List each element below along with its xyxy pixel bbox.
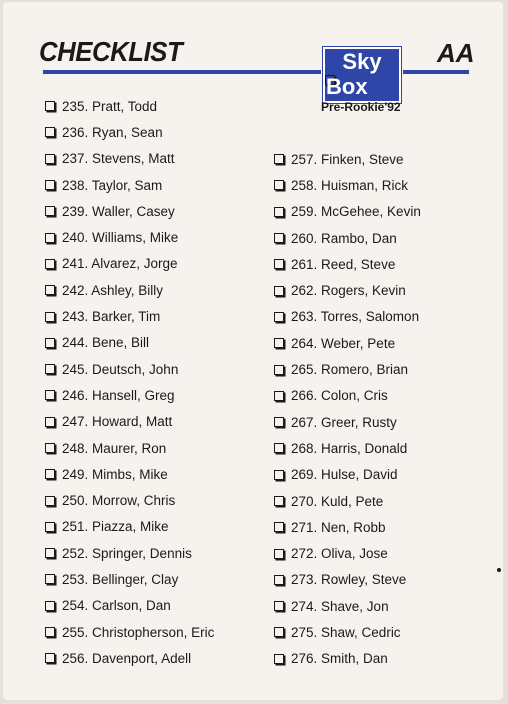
checklist-row [45, 251, 214, 277]
checklist-row [45, 566, 214, 592]
player-entry: 247. Howard, Matt [62, 414, 173, 430]
player-entry: 259. McGehee, Kevin [291, 204, 421, 220]
checkbox-icon[interactable] [45, 127, 55, 137]
level-label: AA [437, 38, 475, 68]
subtitle: Pre-Rookie'92 [321, 100, 401, 114]
player-entry: 239. Waller, Casey [62, 203, 175, 219]
checklist-row [45, 514, 214, 540]
checkbox-icon[interactable] [45, 312, 55, 322]
checkbox-icon[interactable] [45, 285, 55, 295]
print-dot [497, 568, 501, 572]
checklist-row [274, 330, 421, 356]
player-entry: 255. Christopherson, Eric [62, 624, 215, 640]
checklist-row [45, 119, 214, 145]
checkbox-icon[interactable] [274, 522, 284, 532]
checkbox-icon[interactable] [45, 522, 55, 532]
checklist-row [274, 277, 421, 303]
player-entry: 253. Bellinger, Clay [62, 571, 179, 587]
checkbox-icon[interactable] [45, 259, 55, 269]
checkbox-icon[interactable] [45, 154, 55, 164]
checklist-column-right [274, 146, 421, 672]
player-entry: 275. Shaw, Cedric [291, 624, 401, 640]
player-entry: 254. Carlson, Dan [62, 598, 171, 614]
player-entry: 264. Weber, Pete [291, 335, 396, 351]
player-entry: 250. Morrow, Chris [62, 493, 176, 509]
checkbox-icon[interactable] [274, 365, 284, 375]
player-entry: 248. Maurer, Ron [62, 440, 167, 456]
logo-box [323, 47, 401, 103]
checkbox-icon[interactable] [274, 180, 284, 190]
player-entry: 238. Taylor, Sam [62, 177, 163, 193]
checklist-row [45, 146, 214, 172]
player-entry: 258. Huisman, Rick [291, 177, 409, 193]
checklist-row [45, 540, 214, 566]
checkbox-icon[interactable] [45, 390, 55, 400]
checklist-row [45, 198, 214, 224]
checkbox-icon[interactable] [274, 601, 284, 611]
checkbox-icon[interactable] [45, 101, 55, 111]
player-entry: 263. Torres, Salomon [291, 309, 420, 325]
checkbox-icon[interactable] [274, 575, 284, 585]
checklist-row [45, 435, 214, 461]
checklist-card [3, 2, 503, 700]
checkbox-icon[interactable] [274, 627, 284, 637]
checklist-row [274, 462, 421, 488]
checkbox-icon[interactable] [45, 417, 55, 427]
checkbox-icon[interactable] [274, 338, 284, 348]
checklist-row [274, 488, 421, 514]
checkbox-icon[interactable] [45, 180, 55, 190]
logo-word-sky: Sky [342, 49, 382, 74]
player-entry: 242. Ashley, Billy [62, 282, 164, 298]
player-entry: 268. Harris, Donald [291, 440, 408, 456]
checklist-row [274, 383, 421, 409]
skybox-logo [321, 47, 399, 100]
checkbox-icon[interactable] [274, 443, 284, 453]
player-entry: 265. Romero, Brian [291, 362, 409, 378]
checkbox-icon[interactable] [274, 470, 284, 480]
player-entry: 240. Williams, Mike [62, 230, 179, 246]
checklist-row [45, 461, 214, 487]
player-entry: 260. Rambo, Dan [291, 230, 397, 246]
checklist-row [274, 304, 421, 330]
checklist-row [274, 646, 421, 672]
player-entry: 262. Rogers, Kevin [291, 283, 406, 299]
checklist-row [45, 382, 214, 408]
checkbox-icon[interactable] [45, 443, 55, 453]
checkbox-icon[interactable] [274, 154, 284, 164]
player-entry: 269. Hulse, David [291, 467, 398, 483]
player-entry: 249. Mimbs, Mike [62, 466, 168, 482]
player-entry: 256. Davenport, Adell [62, 650, 192, 666]
player-entry: 245. Deutsch, John [62, 361, 179, 377]
checklist-row [274, 172, 421, 198]
checkbox-icon[interactable] [274, 312, 284, 322]
checklist-row [45, 619, 214, 645]
checkbox-icon[interactable] [45, 338, 55, 348]
page-title: CHECKLIST [39, 36, 183, 67]
player-entry: 276. Smith, Dan [291, 651, 388, 667]
logo-word-box: Box [326, 74, 368, 99]
checklist-row [45, 277, 214, 303]
checklist-column-left [45, 93, 214, 672]
checklist-row [45, 330, 214, 356]
player-entry: 243. Barker, Tim [62, 309, 161, 325]
checkbox-icon[interactable] [274, 391, 284, 401]
checklist-row [45, 224, 214, 250]
checklist-row [274, 409, 421, 435]
checkbox-icon[interactable] [45, 206, 55, 216]
player-entry: 274. Shave, Jon [291, 598, 389, 614]
checkbox-icon[interactable] [274, 259, 284, 269]
checkbox-icon[interactable] [45, 574, 55, 584]
checklist-row [274, 567, 421, 593]
checklist-row [274, 251, 421, 277]
checkbox-icon[interactable] [274, 549, 284, 559]
checklist-row [274, 225, 421, 251]
checklist-row [45, 93, 214, 119]
checklist-row [274, 514, 421, 540]
header-rule-right [403, 70, 469, 74]
player-entry: 272. Oliva, Jose [291, 546, 388, 562]
checkbox-icon[interactable] [274, 233, 284, 243]
checkbox-icon[interactable] [274, 417, 284, 427]
checkbox-icon[interactable] [45, 496, 55, 506]
player-entry: 261. Reed, Steve [291, 256, 396, 272]
player-entry: 270. Kuld, Pete [291, 493, 384, 509]
checkbox-icon[interactable] [45, 627, 55, 637]
checklist-row [274, 146, 421, 172]
checklist-row [274, 619, 421, 645]
checkbox-icon[interactable] [45, 469, 55, 479]
checklist-row [274, 356, 421, 382]
checkbox-icon[interactable] [274, 654, 284, 664]
checklist-row [274, 593, 421, 619]
checkbox-icon[interactable] [274, 207, 284, 217]
checkbox-icon[interactable] [274, 286, 284, 296]
player-entry: 235. Pratt, Todd [62, 98, 158, 114]
checkbox-icon[interactable] [45, 233, 55, 243]
checklist-row [45, 593, 214, 619]
player-entry: 251. Piazza, Mike [62, 519, 169, 535]
checklist-row [45, 172, 214, 198]
checklist-row [274, 540, 421, 566]
checklist-row [274, 199, 421, 225]
checklist-row [45, 487, 214, 513]
player-entry: 266. Colon, Cris [291, 388, 388, 404]
checkbox-icon[interactable] [45, 653, 55, 663]
player-entry: 271. Nen, Robb [291, 519, 386, 535]
checkbox-icon[interactable] [45, 601, 55, 611]
player-entry: 246. Hansell, Greg [62, 387, 175, 403]
checklist-row [45, 409, 214, 435]
header-rule-left [43, 70, 321, 74]
player-entry: 241. Alvarez, Jorge [62, 256, 178, 272]
checklist-row [45, 645, 214, 671]
checklist-row [45, 356, 214, 382]
player-entry: 252. Springer, Dennis [62, 545, 192, 561]
player-entry: 267. Greer, Rusty [291, 414, 397, 430]
checkbox-icon[interactable] [45, 364, 55, 374]
checklist-row [45, 303, 214, 329]
checkbox-icon[interactable] [45, 548, 55, 558]
checklist-row [274, 435, 421, 461]
player-entry: 273. Rowley, Steve [291, 572, 407, 588]
player-entry: 244. Bene, Bill [62, 335, 150, 351]
checkbox-icon[interactable] [274, 496, 284, 506]
player-entry: 257. Finken, Steve [291, 151, 404, 167]
player-entry: 236. Ryan, Sean [62, 124, 163, 140]
player-entry: 237. Stevens, Matt [62, 151, 175, 167]
